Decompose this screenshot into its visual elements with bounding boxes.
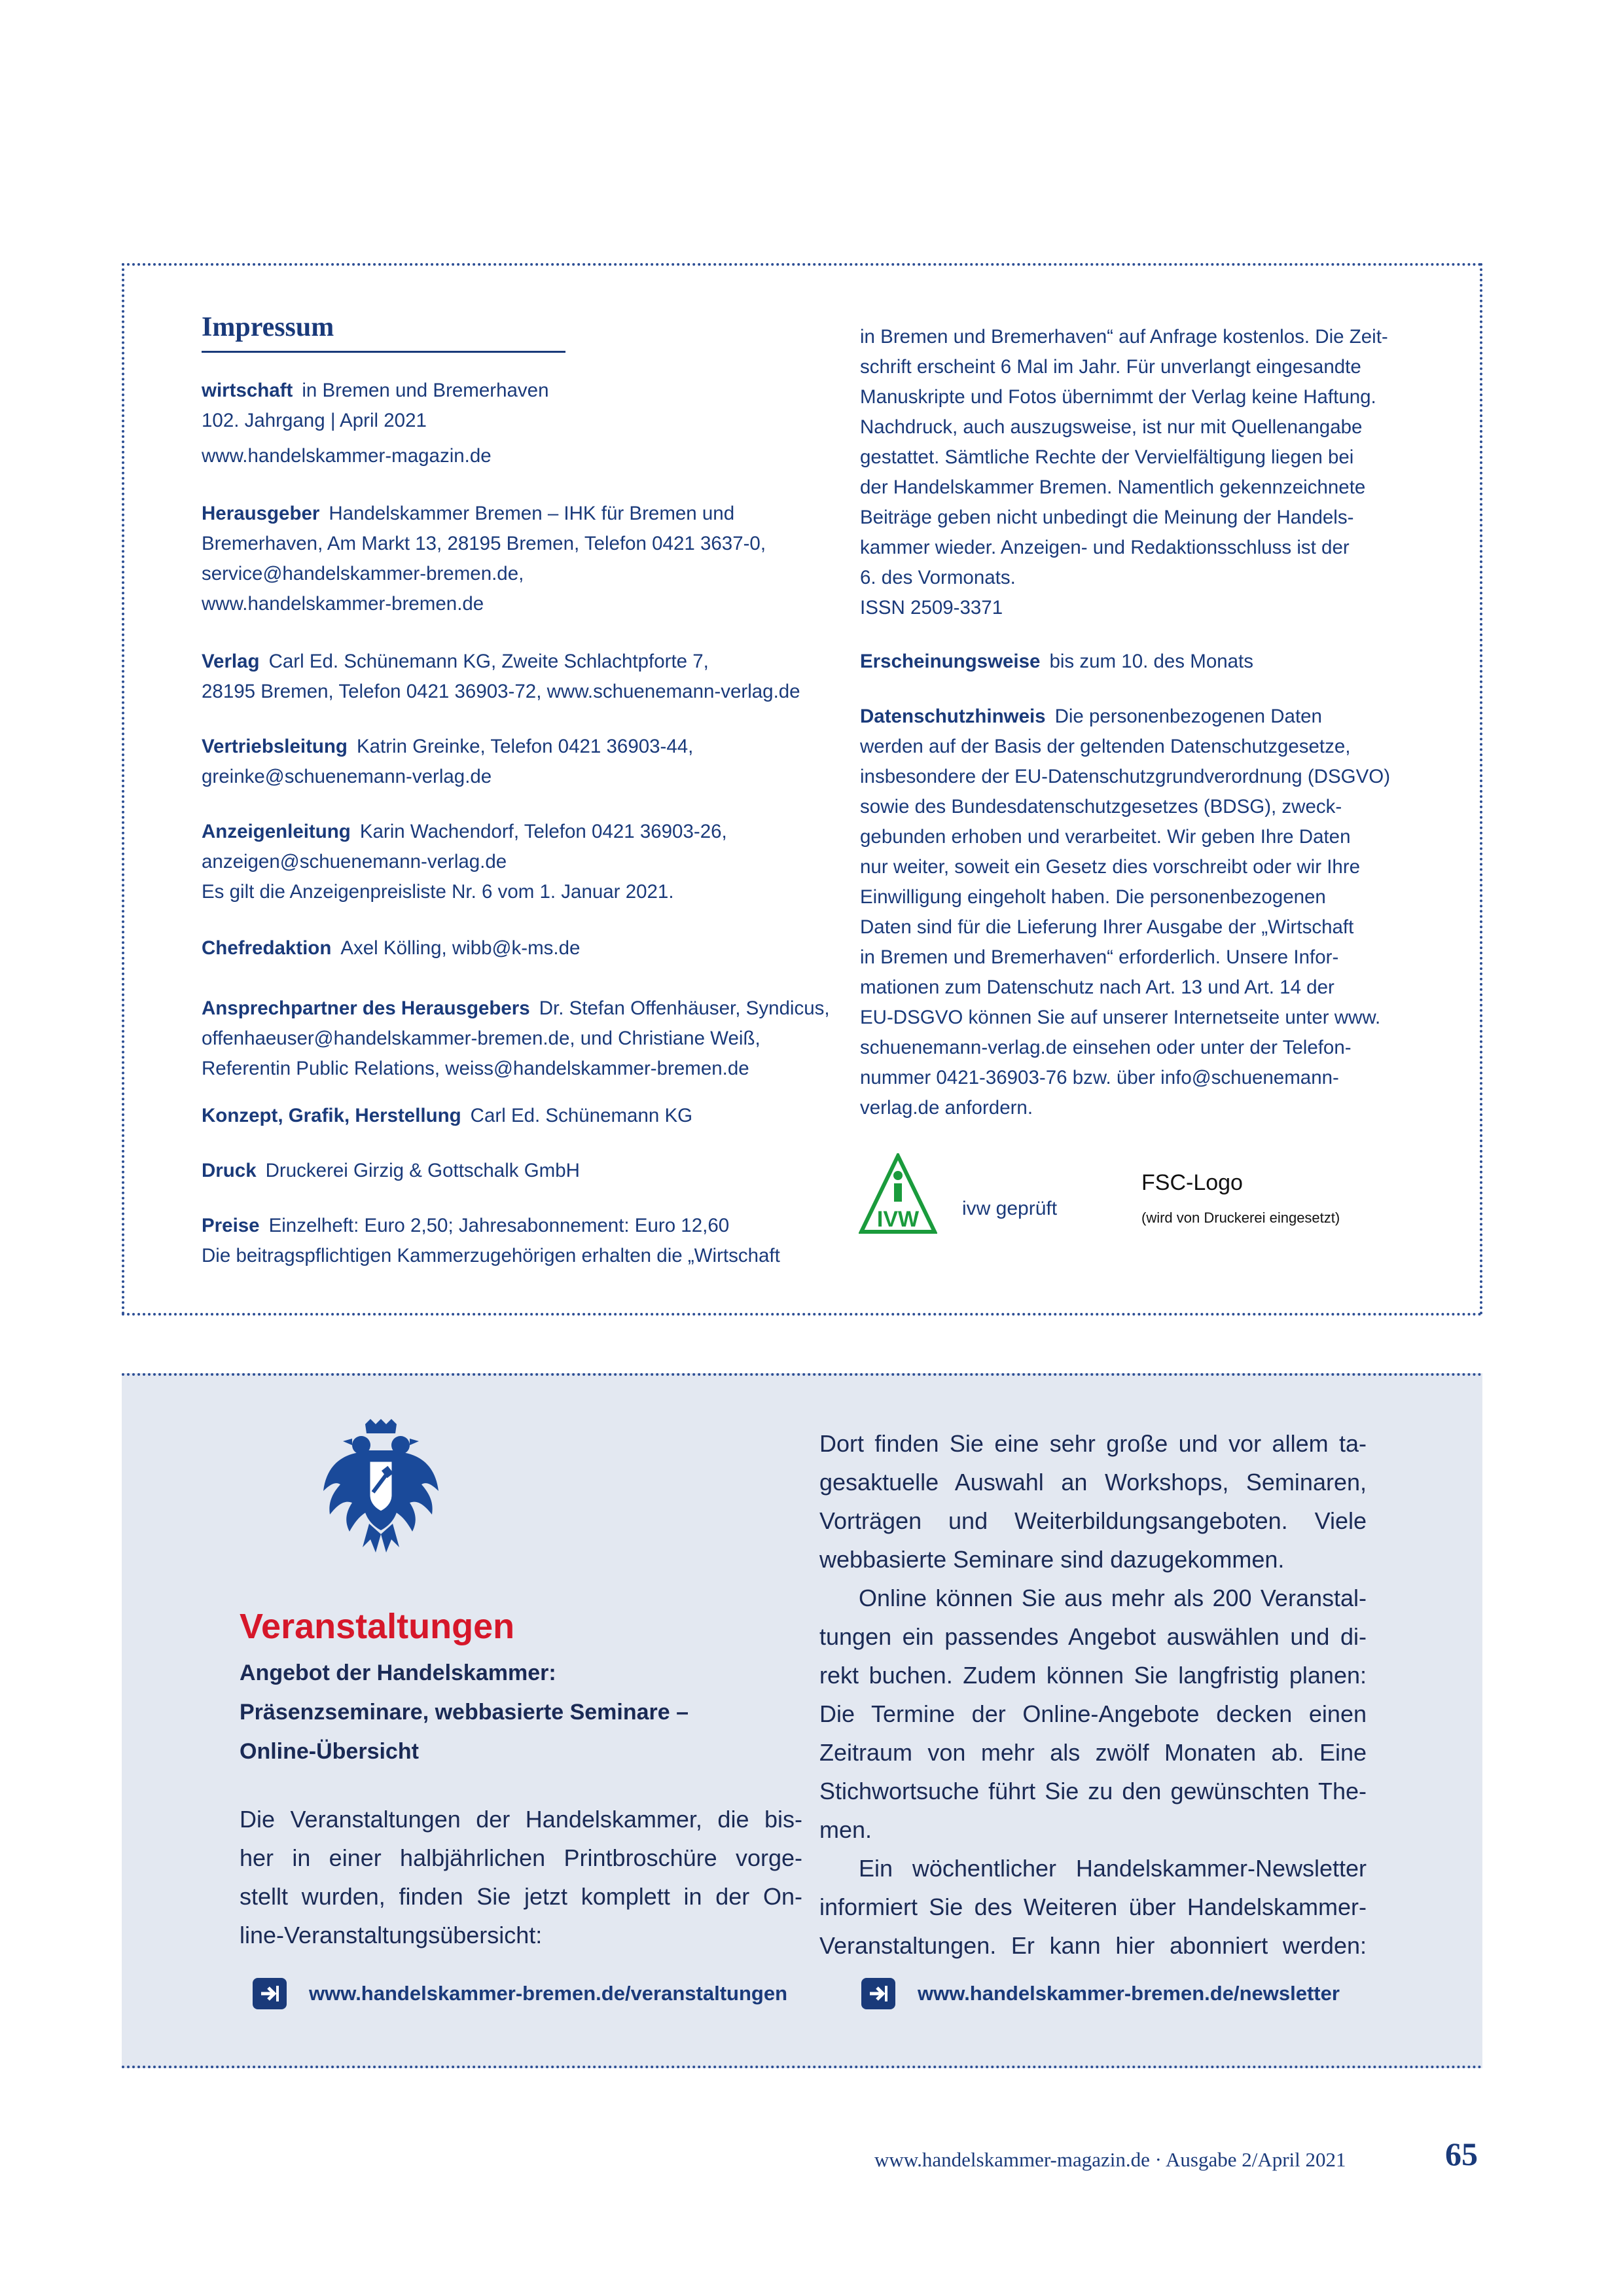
herausgeber-label: Herausgeber bbox=[202, 503, 320, 524]
ansprech-block bbox=[202, 994, 830, 1084]
datenschutz-line: in Bremen und Bremerhaven“ erforderlich. Unsere Infor- bbox=[860, 946, 1339, 968]
events-link[interactable]: www.handelskammer-bremen.de/veranstaltungen bbox=[309, 1982, 788, 2005]
subheading-line: Präsenzseminare, webbasierte Seminare – bbox=[240, 1700, 689, 1725]
events-link-row[interactable] bbox=[253, 1978, 787, 2009]
events-text-line: Die Veranstaltungen der Handelskammer, die bis- bbox=[240, 1806, 802, 1833]
chef-text: Axel Kölling, wibb@k-ms.de bbox=[340, 937, 581, 959]
ivw-label: ivw geprüft bbox=[962, 1198, 1058, 1219]
datenschutz-line: Einwilligung eingeholt haben. Die personenbezogenen bbox=[860, 886, 1326, 908]
events-text-line: Stichwortsuche führt Sie zu den gewünschten The- bbox=[819, 1778, 1367, 1804]
herausgeber-website[interactable]: www.handelskammer-bremen.de bbox=[202, 593, 484, 615]
preise-line: Die beitragspflichtigen Kammerzugehörigen erhalten die „Wirtschaft bbox=[202, 1245, 780, 1266]
crest-eagle-icon bbox=[323, 1419, 439, 1554]
datenschutz-line: nummer 0421-36903-76 bzw. über info@schuenemann- bbox=[860, 1067, 1339, 1088]
preise-line: Einzelheft: Euro 2,50; Jahresabonnement: Euro 12,60 bbox=[268, 1215, 730, 1236]
events-heading: Veranstaltungen bbox=[240, 1607, 515, 1646]
events-left-text bbox=[240, 1800, 802, 1954]
herausgeber-email[interactable]: service@handelskammer-bremen.de, bbox=[202, 563, 524, 584]
magazine-label: wirtschaft bbox=[202, 380, 293, 401]
issue-line: 102. Jahrgang | April 2021 bbox=[202, 410, 427, 431]
konzept-label: Konzept, Grafik, Herstellung bbox=[202, 1105, 461, 1126]
notes-line: in Bremen und Bremerhaven“ auf Anfrage kostenlos. Die Zeit- bbox=[860, 326, 1388, 348]
ansprech-line: Referentin Public Relations, weiss@handelskammer-bremen.de bbox=[202, 1058, 749, 1079]
issn-line: ISSN 2509-3371 bbox=[860, 597, 1003, 619]
verlag-label: Verlag bbox=[202, 651, 260, 672]
events-text-line: men. bbox=[819, 1816, 872, 1843]
ansprech-line: Dr. Stefan Offenhäuser, Syndicus, bbox=[539, 997, 830, 1019]
verlag-block bbox=[202, 647, 800, 707]
arrow-right-icon[interactable] bbox=[253, 1978, 287, 2009]
notes-line: schrift erscheint 6 Mal im Jahr. Für unverlangt eingesandte bbox=[860, 356, 1361, 378]
events-text-line: Vorträgen und Weiterbildungsangeboten. Viele bbox=[819, 1507, 1367, 1534]
events-box bbox=[122, 1373, 1482, 2068]
events-text-line: Dort finden Sie eine sehr große und vor allem ta- bbox=[819, 1430, 1367, 1457]
magazine-info bbox=[202, 376, 549, 436]
events-text-line: stellt wurden, finden Sie jetzt komplett in der On- bbox=[240, 1883, 802, 1910]
anzeigen-label: Anzeigenleitung bbox=[202, 821, 351, 842]
notes-line: Nachdruck, auch auszugsweise, ist nur mit Quellenangabe bbox=[860, 416, 1363, 438]
events-text-line: Veranstaltungen. Er kann hier abonniert werden: bbox=[819, 1932, 1367, 1959]
datenschutz-line: nur weiter, soweit ein Gesetz dies vorschreibt oder wir Ihre bbox=[860, 856, 1361, 878]
herausgeber-line: Bremerhaven, Am Markt 13, 28195 Bremen, Telefon 0421 3637-0, bbox=[202, 533, 766, 554]
chef-block bbox=[202, 933, 580, 963]
arrow-right-icon[interactable] bbox=[861, 1978, 895, 2009]
impressum-box bbox=[122, 263, 1482, 1316]
erscheinung-block bbox=[860, 647, 1253, 677]
events-right-text bbox=[819, 1424, 1367, 1965]
erscheinung-text: bis zum 10. des Monats bbox=[1049, 651, 1253, 672]
notes-line: gestattet. Sämtliche Rechte der Vervielfältigung liegen bei bbox=[860, 446, 1354, 468]
datenschutz-line: sowie des Bundesdatenschutzgesetzes (BDSG), zweck- bbox=[860, 796, 1342, 817]
konzept-text: Carl Ed. Schünemann KG bbox=[470, 1105, 693, 1126]
newsletter-link-row[interactable] bbox=[861, 1978, 1340, 2009]
konzept-block bbox=[202, 1101, 692, 1131]
datenschutz-line: Daten sind für die Lieferung Ihrer Ausgabe der „Wirtschaft bbox=[860, 916, 1354, 938]
datenschutz-line: insbesondere der EU-Datenschutzgrundverordnung (DSGVO) bbox=[860, 766, 1391, 787]
datenschutz-line: EU-DSGVO können Sie auf unserer Internetseite unter www. bbox=[860, 1007, 1381, 1028]
preise-block bbox=[202, 1211, 780, 1271]
verlag-line: 28195 Bremen, Telefon 0421 36903-72, www.schuenemann-verlag.de bbox=[202, 681, 800, 702]
events-text-line: line-Veranstaltungsübersicht: bbox=[240, 1922, 543, 1948]
footer-text: www.handelskammer-magazin.de · Ausgabe 2/April 2021 bbox=[874, 2148, 1346, 2171]
events-text-line: webbasierte Seminare sind dazugekommen. bbox=[819, 1546, 1285, 1573]
events-text-line: her in einer halbjährlichen Printbroschüre vorge- bbox=[240, 1844, 802, 1871]
events-text-line: Zeitraum von mehr als zwölf Monaten ab. Eine bbox=[819, 1739, 1367, 1766]
notes-line: Beiträge geben nicht unbedingt die Meinung der Handels- bbox=[860, 507, 1354, 528]
notes-line: 6. des Vormonats. bbox=[860, 567, 1016, 588]
datenschutz-line: Die personenbezogenen Daten bbox=[1054, 706, 1322, 727]
events-text-line: Die Termine der Online-Angebote decken einen bbox=[819, 1700, 1367, 1727]
anzeigen-block bbox=[202, 817, 727, 907]
subheading-line: Angebot der Handelskammer: bbox=[240, 1660, 556, 1685]
vertrieb-line: Katrin Greinke, Telefon 0421 36903-44, bbox=[356, 736, 694, 757]
magazine-rest: in Bremen und Bremerhaven bbox=[302, 380, 549, 401]
datenschutz-line: verlag.de anfordern. bbox=[860, 1097, 1033, 1119]
anzeigen-line: Karin Wachendorf, Telefon 0421 36903-26, bbox=[359, 821, 727, 842]
preise-label: Preise bbox=[202, 1215, 260, 1236]
events-subheading bbox=[240, 1653, 829, 1771]
vertrieb-email[interactable]: greinke@schuenemann-verlag.de bbox=[202, 766, 492, 787]
ansprech-label: Ansprechpartner des Herausgebers bbox=[202, 997, 530, 1019]
fsc-logo-note: (wird von Druckerei eingesetzt) bbox=[1141, 1210, 1340, 1226]
ivw-logo-text: IVW bbox=[876, 1207, 920, 1232]
vertrieb-block bbox=[202, 732, 693, 792]
events-text-line: informiert Sie des Weiteren über Handelskammer- bbox=[819, 1893, 1367, 1920]
ansprech-line: offenhaeuser@handelskammer-bremen.de, und Christiane Weiß, bbox=[202, 1028, 761, 1049]
datenschutz-line: gebunden erhoben und verarbeitet. Wir geben Ihre Daten bbox=[860, 826, 1351, 848]
verlag-notes bbox=[860, 322, 1388, 623]
vertrieb-label: Vertriebsleitung bbox=[202, 736, 348, 757]
druck-block bbox=[202, 1156, 580, 1186]
chef-label: Chefredaktion bbox=[202, 937, 332, 959]
notes-line: der Handelskammer Bremen. Namentlich gekennzeichnete bbox=[860, 476, 1366, 498]
notes-line: Manuskripte und Fotos übernimmt der Verlag keine Haftung. bbox=[860, 386, 1376, 408]
events-text-line: Online können Sie aus mehr als 200 Veranstal- bbox=[859, 1585, 1367, 1611]
fsc-logo-label: FSC-Logo bbox=[1141, 1170, 1243, 1195]
herausgeber-block bbox=[202, 499, 766, 619]
herausgeber-line: Handelskammer Bremen – IHK für Bremen und bbox=[329, 503, 735, 524]
datenschutz-block bbox=[860, 702, 1390, 1123]
events-text-line: gesaktuelle Auswahl an Workshops, Seminaren, bbox=[819, 1469, 1367, 1496]
datenschutz-line: werden auf der Basis der geltenden Datenschutzgesetze, bbox=[860, 736, 1351, 757]
impressum-title: Impressum bbox=[202, 312, 565, 353]
ivw-logo bbox=[859, 1153, 937, 1234]
druck-label: Druck bbox=[202, 1160, 257, 1181]
events-text-line: Ein wöchentlicher Handelskammer-Newsletter bbox=[859, 1855, 1367, 1882]
events-text-line: rekt buchen. Zudem können Sie langfristig planen: bbox=[819, 1662, 1367, 1689]
magazine-website[interactable]: www.handelskammer-magazin.de bbox=[202, 445, 492, 467]
verlag-line: Carl Ed. Schünemann KG, Zweite Schlachtpforte 7, bbox=[268, 651, 709, 672]
datenschutz-line: schuenemann-verlag.de einsehen oder unter der Telefon- bbox=[860, 1037, 1352, 1058]
notes-line: kammer wieder. Anzeigen- und Redaktionsschluss ist der bbox=[860, 537, 1350, 558]
page-number: 65 bbox=[1445, 2136, 1478, 2172]
datenschutz-line: mationen zum Datenschutz nach Art. 13 und Art. 14 der bbox=[860, 977, 1334, 998]
anzeigen-email[interactable]: anzeigen@schuenemann-verlag.de bbox=[202, 851, 507, 872]
datenschutz-label: Datenschutzhinweis bbox=[860, 706, 1046, 727]
anzeigen-line: Es gilt die Anzeigenpreisliste Nr. 6 vom 1. Januar 2021. bbox=[202, 881, 674, 903]
druck-text: Druckerei Girzig & Gottschalk GmbH bbox=[265, 1160, 580, 1181]
erscheinung-label: Erscheinungsweise bbox=[860, 651, 1041, 672]
newsletter-link[interactable]: www.handelskammer-bremen.de/newsletter bbox=[918, 1982, 1340, 2005]
events-text-line: tungen ein passendes Angebot auswählen und di- bbox=[819, 1623, 1367, 1650]
subheading-line: Online-Übersicht bbox=[240, 1739, 419, 1764]
